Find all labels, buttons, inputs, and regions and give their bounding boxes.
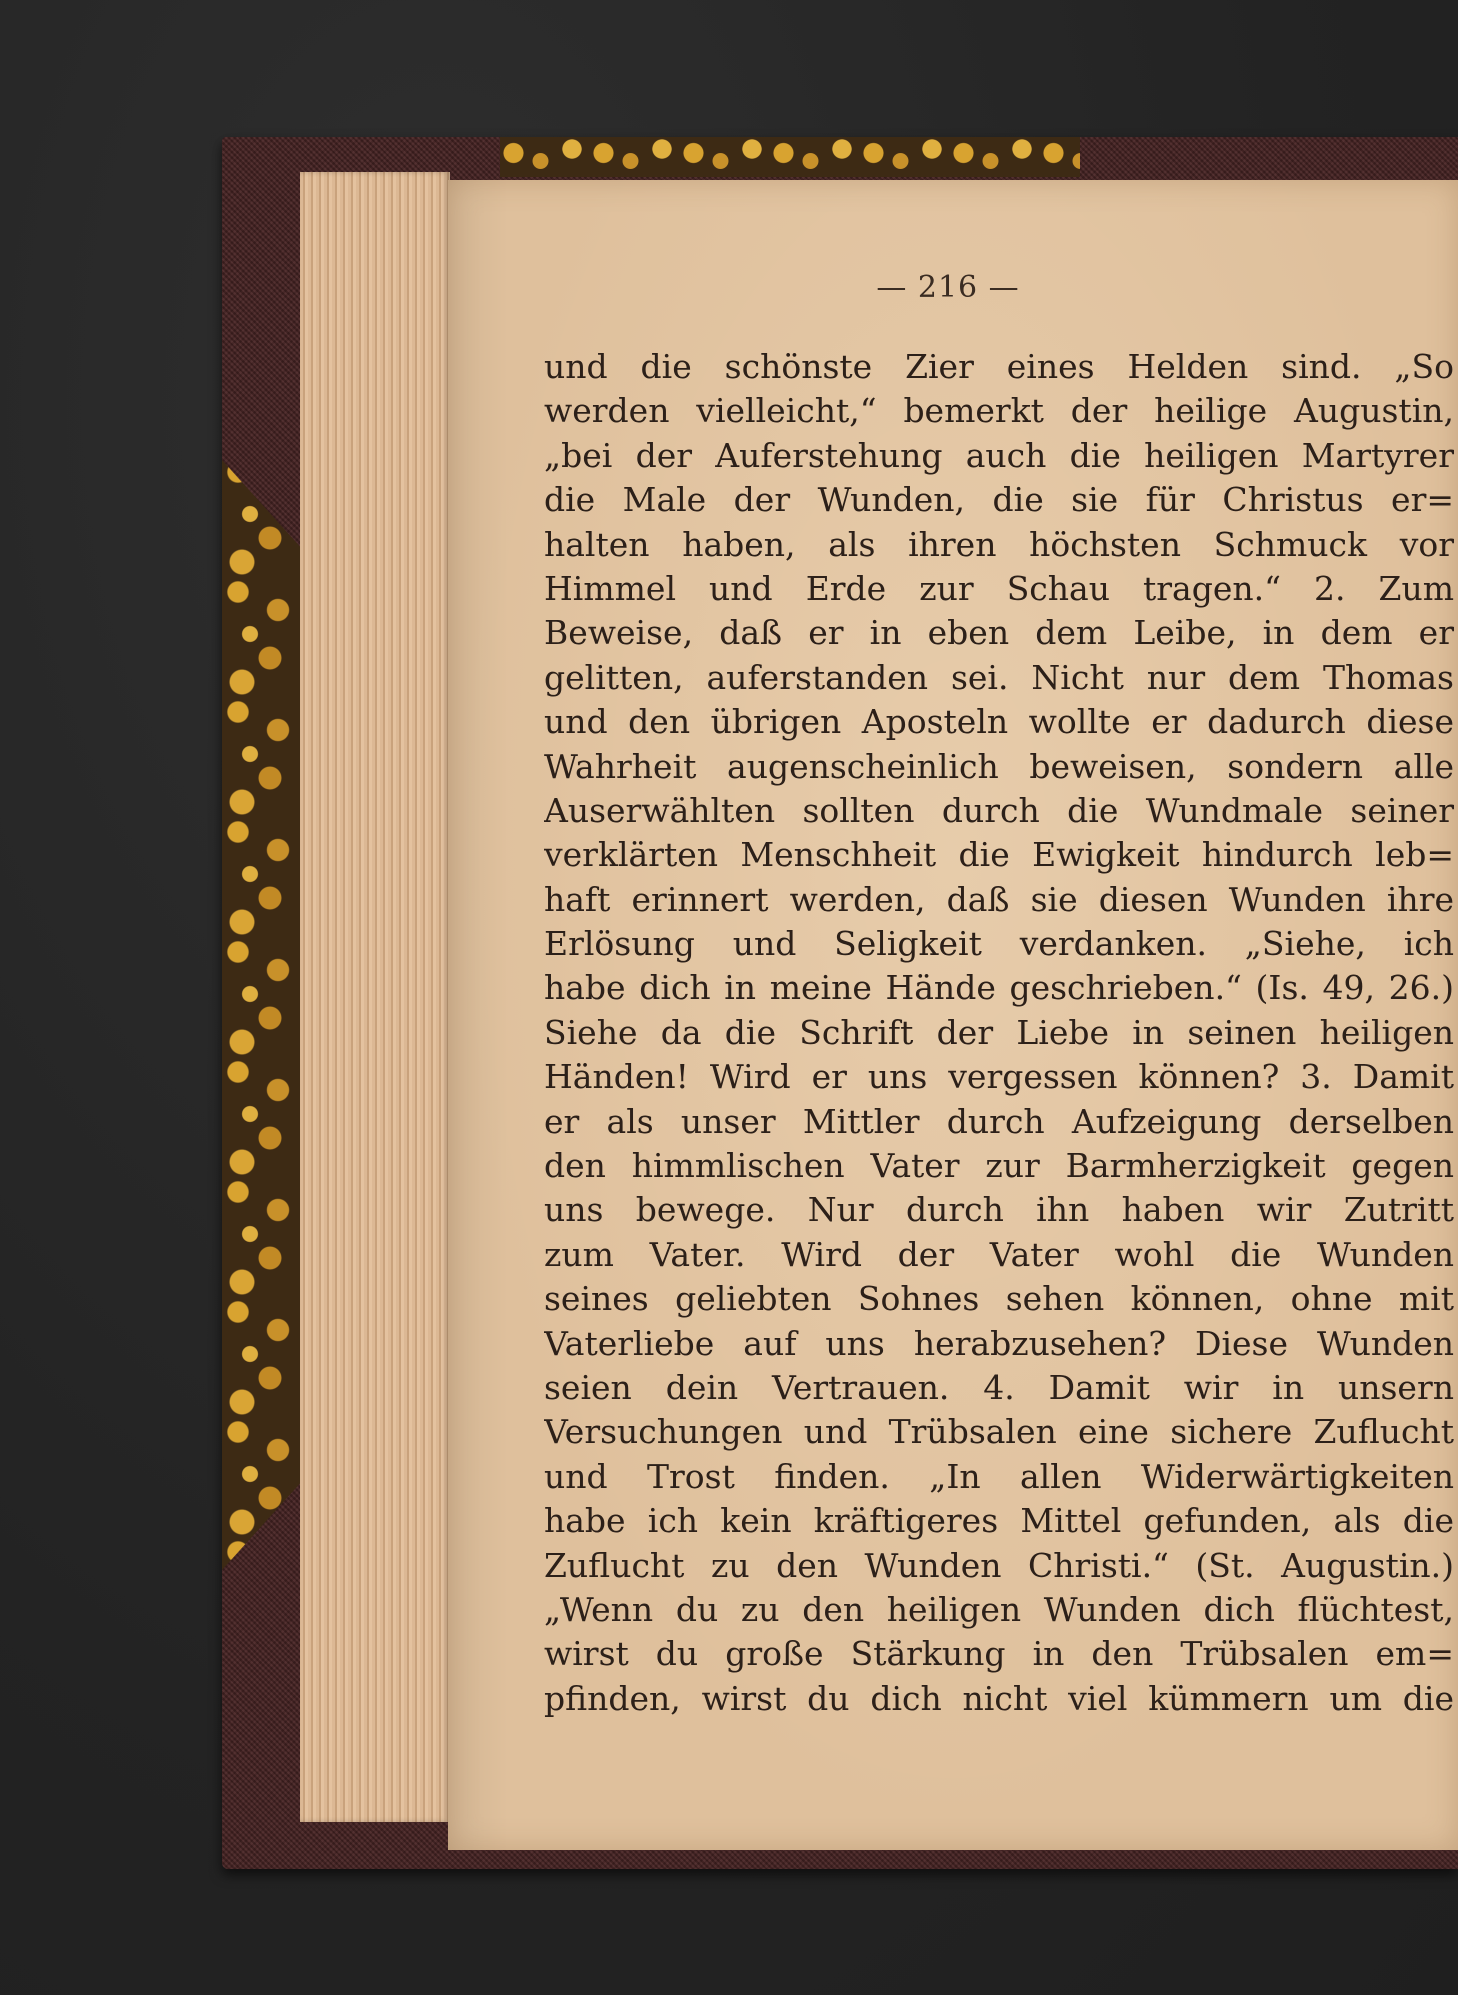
text-line: „Wenn du zu den heiligen Wunden dich flüchtest,: [544, 1589, 1454, 1629]
text-line: haft erinnert werden, daß sie diesen Wunden ihre: [544, 879, 1454, 919]
text-line: den himmlischen Vater zur Barmherzigkeit gegen: [544, 1146, 1454, 1186]
text-line: Zuflucht zu den Wunden Christi.“ (St. Augustin.): [544, 1545, 1454, 1585]
text-line: Wahrheit augenscheinlich beweisen, sondern alle: [544, 746, 1454, 786]
text-line: pfinden, wirst du dich nicht viel kümmern um die: [544, 1678, 1454, 1718]
text-line: uns bewege. Nur durch ihn haben wir Zutritt: [544, 1190, 1454, 1230]
text-line: verklärten Menschheit die Ewigkeit hindurch leb=: [544, 835, 1454, 875]
text-line: wirst du große Stärkung in den Trübsalen em=: [544, 1634, 1454, 1674]
text-line: Auserwählten sollten durch die Wundmale seiner: [544, 790, 1454, 830]
text-line: die Male der Wunden, die sie für Christus er=: [544, 480, 1454, 520]
text-line: „bei der Auferstehung auch die heiligen Martyrer: [544, 435, 1454, 475]
text-line: zum Vater. Wird der Vater wohl die Wunden: [544, 1234, 1454, 1274]
text-line: Vaterliebe auf uns herabzusehen? Diese Wunden: [544, 1323, 1454, 1363]
text-line: und die schönste Zier eines Helden sind. „So: [544, 347, 1454, 386]
book-page: [448, 180, 1458, 1850]
text-line: halten haben, als ihren höchsten Schmuck vor: [544, 524, 1454, 564]
text-line: Siehe da die Schrift der Liebe in seinen heiligen: [544, 1012, 1454, 1052]
text-line: seines geliebten Sohnes sehen können, ohne mit: [544, 1279, 1454, 1319]
text-line: und den übrigen Aposteln wollte er dadurch diese: [544, 702, 1454, 742]
text-line: Versuchungen und Trübsalen eine sichere Zuflucht: [544, 1412, 1454, 1452]
marbled-top-edge: [500, 137, 1080, 177]
page-edges: [300, 172, 450, 1822]
text-line: seien dein Vertrauen. 4. Damit wir in unsern: [544, 1367, 1454, 1407]
text-line: habe dich in meine Hände geschrieben.“ (Is. 49, 26.): [544, 968, 1454, 1008]
marbled-spine: [222, 460, 302, 1570]
text-line: Händen! Wird er uns vergessen können? 3. Damit: [544, 1057, 1454, 1097]
text-line: gelitten, auferstanden sei. Nicht nur dem Thomas: [544, 657, 1454, 697]
text-line: werden vielleicht,“ bemerkt der heilige Augustin,: [544, 391, 1454, 431]
text-line: er als unser Mittler durch Aufzeigung derselben: [544, 1101, 1454, 1141]
page-number: — 216 —: [876, 270, 1020, 305]
page-text: [544, 345, 1454, 1721]
text-line: Himmel und Erde zur Schau tragen.“ 2. Zum: [544, 568, 1454, 608]
text-line: und Trost finden. „In allen Widerwärtigkeiten: [544, 1456, 1454, 1496]
text-line: Erlösung und Seligkeit verdanken. „Siehe, ich: [544, 924, 1454, 964]
text-line: habe ich kein kräftigeres Mittel gefunden, als die: [544, 1501, 1454, 1541]
text-line: Beweise, daß er in eben dem Leibe, in dem er: [544, 613, 1454, 653]
